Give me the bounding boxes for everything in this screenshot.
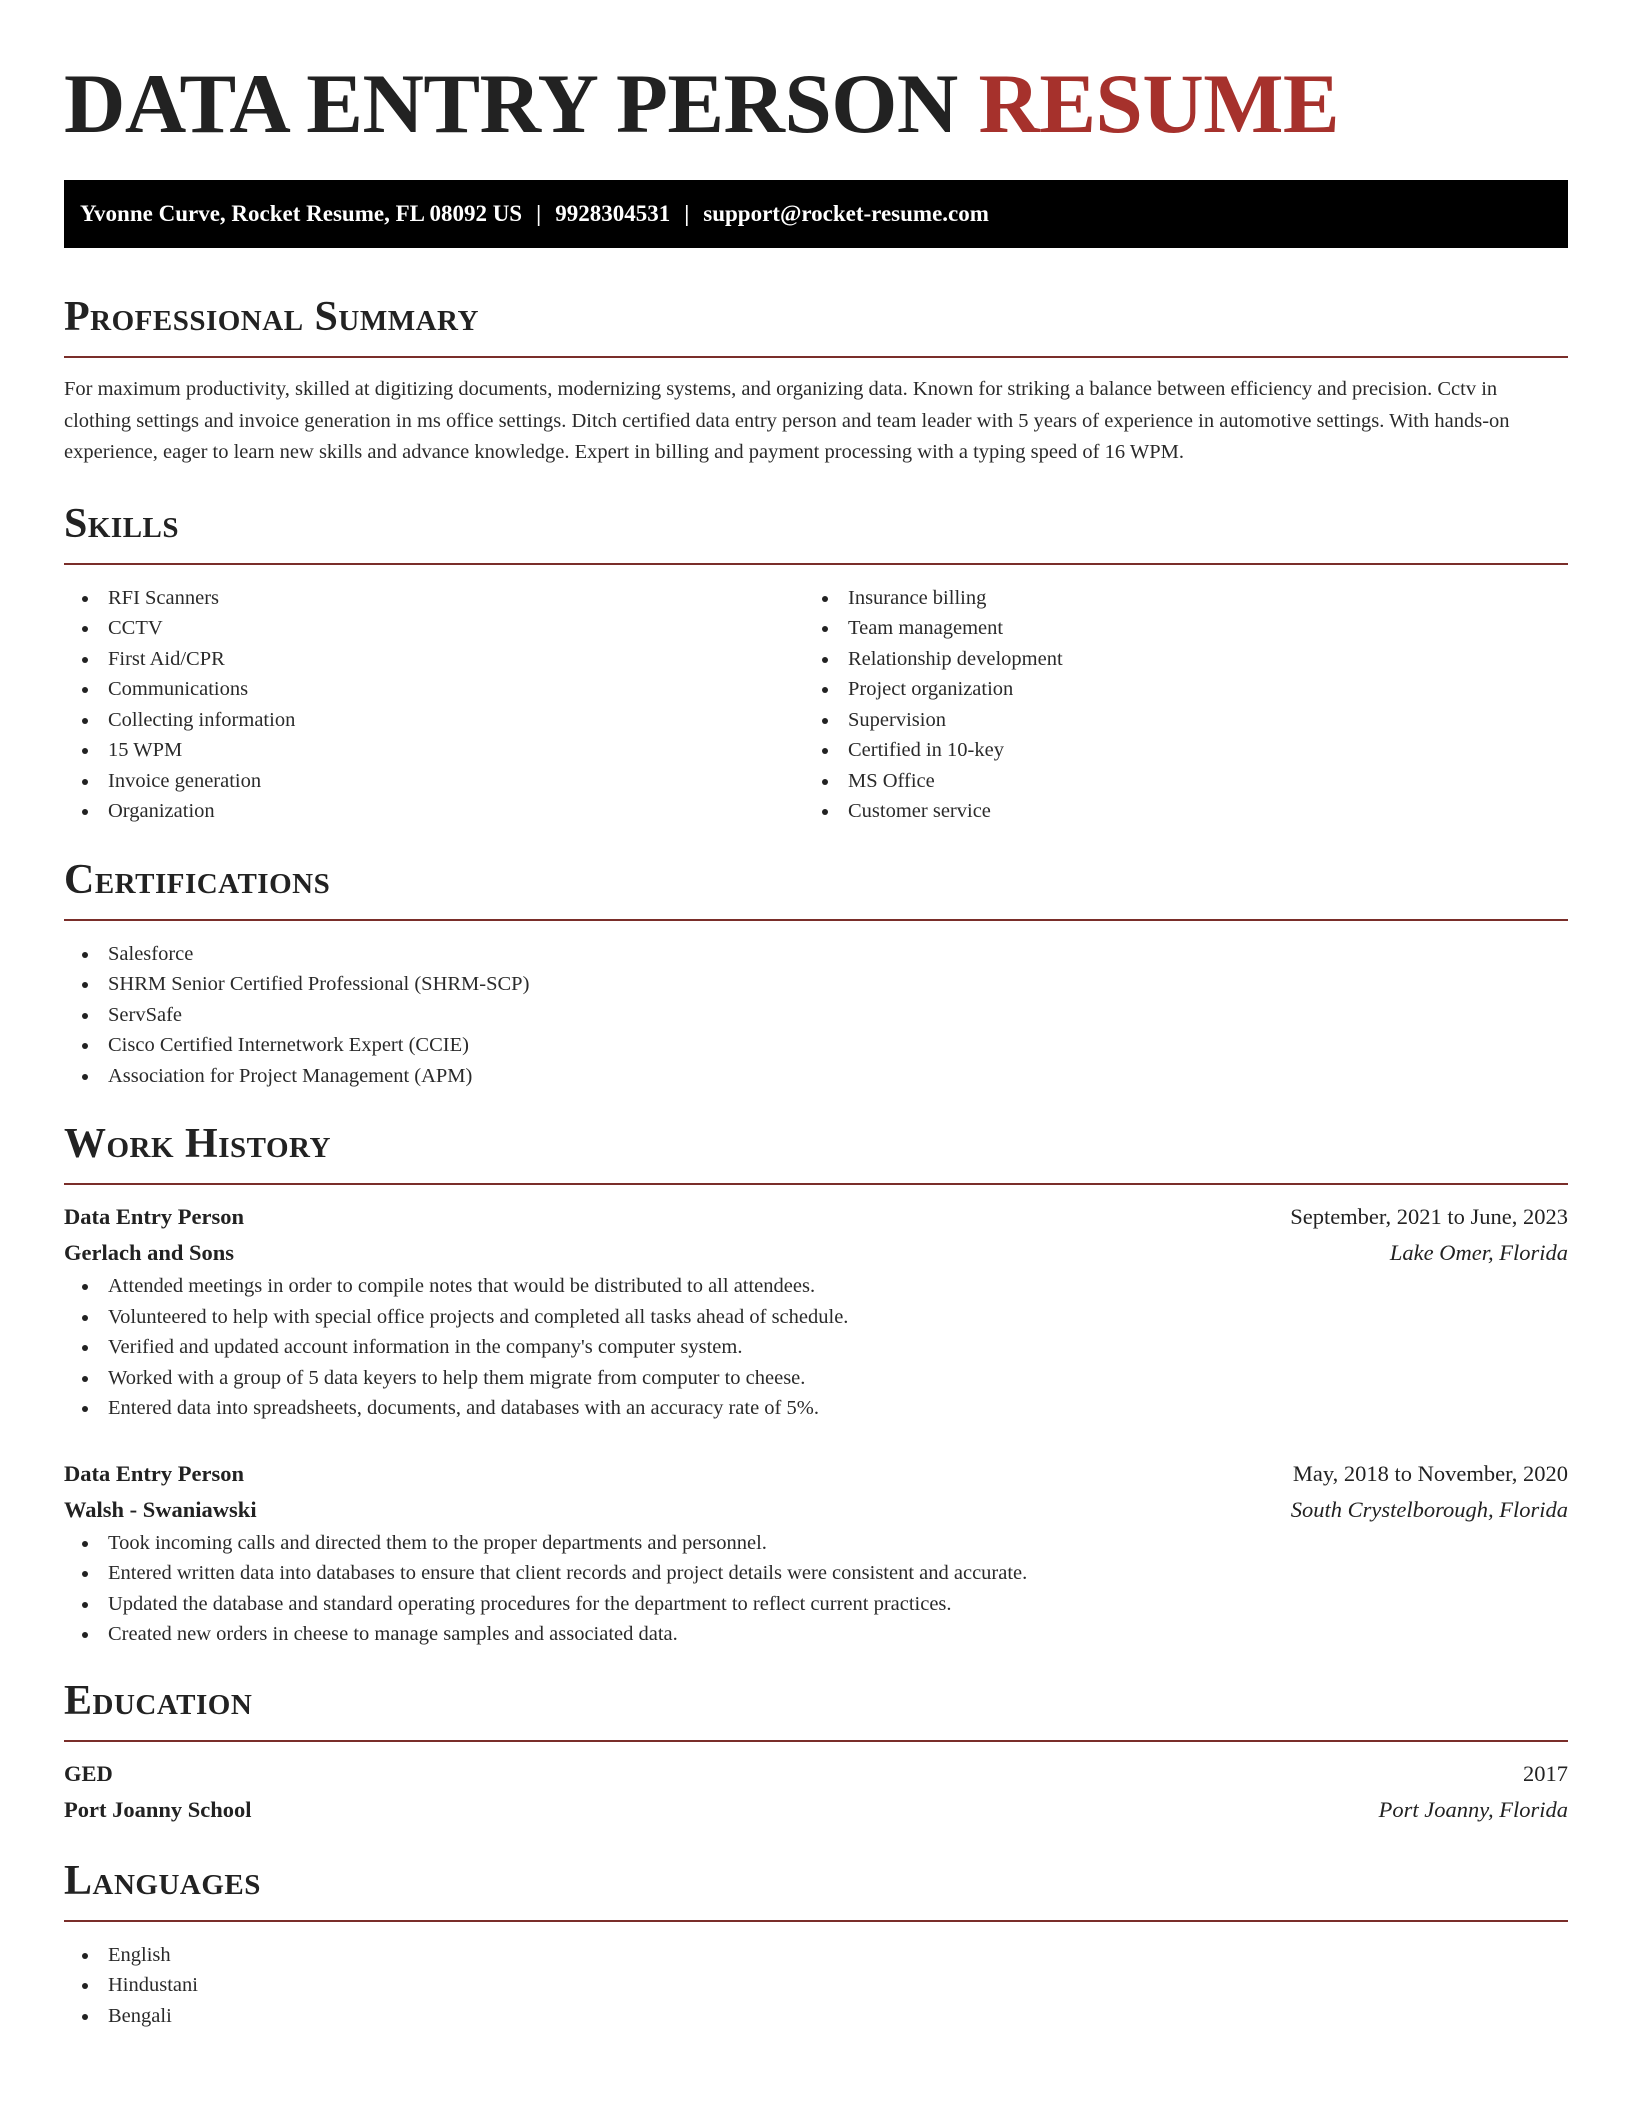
job-header-row	[64, 1199, 1568, 1235]
job-bullet: Entered data into spreadsheets, documents, and databases with an accuracy rate of 5%.	[64, 1393, 1568, 1424]
education-school: Port Joanny School	[64, 1796, 252, 1822]
job-company-row	[64, 1492, 1568, 1528]
section-divider	[64, 919, 1568, 921]
summary-section	[64, 292, 1568, 469]
job-company: Gerlach and Sons	[64, 1240, 235, 1265]
contact-phone[interactable]: 9928304531	[555, 201, 671, 226]
skill-item: Collecting information	[64, 705, 804, 736]
title-accent: RESUME	[978, 57, 1340, 151]
skill-item: RFI Scanners	[64, 583, 804, 614]
skill-item: First Aid/CPR	[64, 644, 804, 675]
section-divider	[64, 563, 1568, 565]
job-entry	[64, 1199, 1568, 1424]
job-entry	[64, 1456, 1568, 1650]
education-location: Port Joanny, Florida	[1378, 1796, 1568, 1822]
job-dates: September, 2021 to June, 2023	[1290, 1204, 1568, 1229]
certifications-heading: Certifications	[64, 856, 331, 903]
skill-item: Customer service	[804, 796, 1544, 827]
work-history-heading: Work History	[64, 1121, 331, 1167]
skills-heading: Skills	[64, 500, 180, 547]
certifications-list	[64, 939, 1568, 1092]
job-bullet: Volunteered to help with special office projects and completed all tasks ahead of schedule.	[64, 1302, 1568, 1333]
certification-item: Association for Project Management (APM)	[64, 1061, 1568, 1092]
job-bullet: Entered written data into databases to ensure that client records and project details were consistent and accurate.	[64, 1558, 1568, 1589]
education-degree-row	[64, 1756, 1568, 1792]
job-company-row	[64, 1235, 1568, 1271]
skill-item: Certified in 10-key	[804, 735, 1544, 766]
language-item: Hindustani	[64, 1970, 1568, 2001]
education-school-row	[64, 1792, 1568, 1828]
job-bullet: Verified and updated account information in the company's computer system.	[64, 1332, 1568, 1363]
certification-item: ServSafe	[64, 1000, 1568, 1031]
job-bullet: Attended meetings in order to compile notes that would be distributed to all attendees.	[64, 1271, 1568, 1302]
contact-address: Yvonne Curve, Rocket Resume, FL 08092 US	[80, 201, 523, 226]
job-bullet-list	[64, 1528, 1568, 1650]
contact-email[interactable]: support@rocket-resume.com	[703, 201, 989, 226]
section-divider	[64, 1183, 1568, 1185]
job-bullet-list	[64, 1271, 1568, 1424]
skill-item: Relationship development	[804, 644, 1544, 675]
education-year: 2017	[1523, 1760, 1568, 1786]
contact-bar	[64, 180, 1568, 248]
job-title: Data Entry Person	[64, 1460, 244, 1486]
job-dates: May, 2018 to November, 2020	[1292, 1460, 1568, 1486]
languages-heading: Languages	[64, 1857, 261, 1904]
skills-section	[64, 499, 1568, 827]
job-location: Lake Omer, Florida	[1389, 1240, 1568, 1265]
job-bullet: Created new orders in cheese to manage samples and associated data.	[64, 1619, 1568, 1650]
education-heading: Education	[64, 1677, 253, 1724]
job-title: Data Entry Person	[64, 1204, 244, 1229]
summary-heading: Professional Summary	[64, 294, 479, 340]
certification-item: Salesforce	[64, 939, 1568, 970]
language-item: Bengali	[64, 2001, 1568, 2032]
education-degree: GED	[64, 1760, 113, 1786]
languages-section	[64, 1856, 1568, 2032]
education-section	[64, 1676, 1568, 1828]
certification-item: Cisco Certified Internetwork Expert (CCIE)	[64, 1030, 1568, 1061]
skill-item: MS Office	[804, 766, 1544, 797]
resume-title	[64, 0, 1568, 152]
job-bullet: Worked with a group of 5 data keyers to help them migrate from computer to cheese.	[64, 1363, 1568, 1394]
job-bullet: Updated the database and standard operating procedures for the department to reflect current practices.	[64, 1589, 1568, 1620]
skills-list-left	[64, 583, 804, 827]
certification-item: SHRM Senior Certified Professional (SHRM-SCP)	[64, 969, 1568, 1000]
title-main: DATA ENTRY PERSON	[64, 57, 958, 151]
skill-item: CCTV	[64, 613, 804, 644]
section-divider	[64, 356, 1568, 358]
job-company: Walsh - Swaniawski	[64, 1496, 257, 1522]
job-bullet: Took incoming calls and directed them to the proper departments and personnel.	[64, 1528, 1568, 1559]
skill-item: Team management	[804, 613, 1544, 644]
skill-item: Insurance billing	[804, 583, 1544, 614]
skill-item: Communications	[64, 674, 804, 705]
skill-item: Organization	[64, 796, 804, 827]
education-entry	[64, 1756, 1568, 1828]
section-divider	[64, 1740, 1568, 1742]
skill-item: Supervision	[804, 705, 1544, 736]
skill-item: 15 WPM	[64, 735, 804, 766]
contact-separator: |	[684, 201, 690, 226]
language-item: English	[64, 1940, 1568, 1971]
certifications-section	[64, 855, 1568, 1092]
languages-list	[64, 1940, 1568, 2032]
contact-separator: |	[536, 201, 542, 226]
summary-text: For maximum productivity, skilled at digitizing documents, modernizing systems, and organizing data. Known for striking a balance between efficiency and precision. Cctv in clothing settings and invoice generation in ms office settings. Ditch certified data entry person and team leader with 5 years of experience in automotive settings. With hands-on experience, eager to learn new skills and advance knowledge. Expert in billing and payment processing with a typing speed of 16 WPM.	[64, 378, 1510, 463]
work-history-section	[64, 1119, 1568, 1650]
skill-item: Invoice generation	[64, 766, 804, 797]
skill-item: Project organization	[804, 674, 1544, 705]
section-divider	[64, 1920, 1568, 1922]
job-location: South Crystelborough, Florida	[1290, 1496, 1568, 1522]
skills-list-right	[804, 583, 1544, 827]
skills-grid	[64, 583, 1568, 827]
job-header-row	[64, 1456, 1568, 1492]
